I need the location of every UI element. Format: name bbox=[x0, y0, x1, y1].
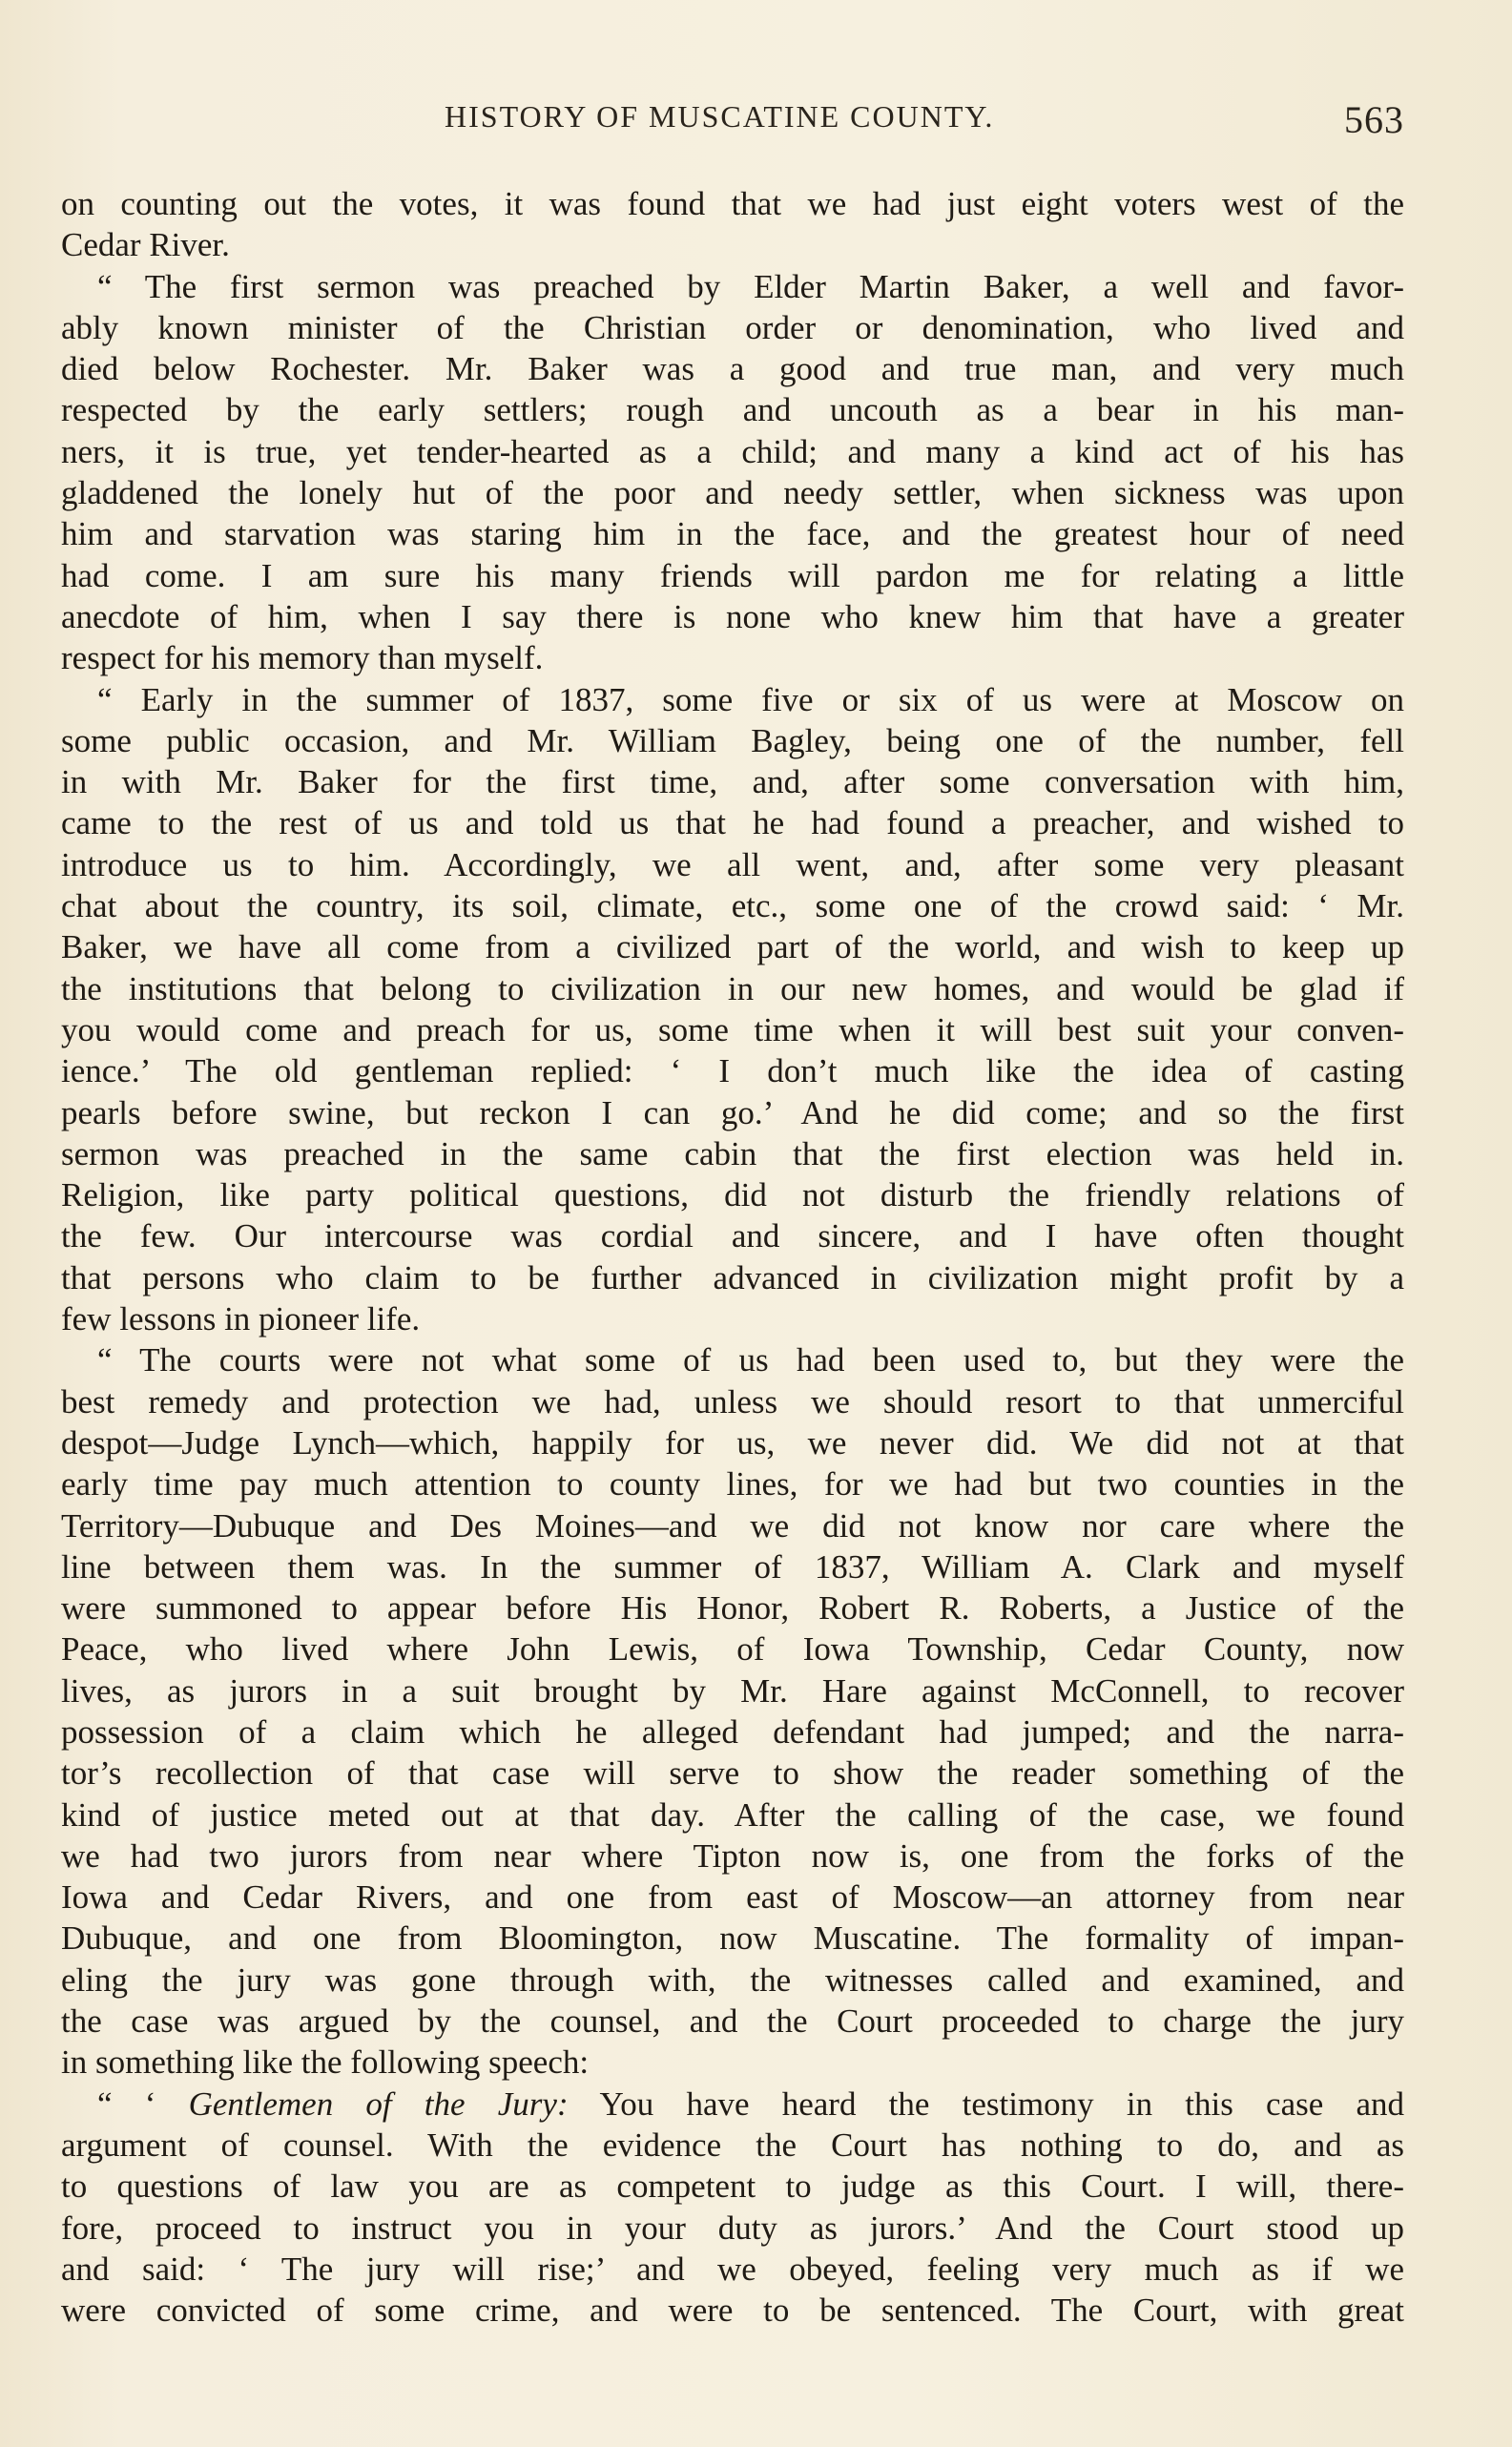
text-line: Religion, like party political questions, did not disturb the friendly relations of bbox=[61, 1176, 1404, 1214]
text-line: argument of counsel. With the evidence the Court has nothing to do, and as bbox=[61, 2126, 1404, 2164]
text-line: “ The first sermon was preached by Elder Martin Baker, a well and favor- bbox=[97, 267, 1404, 305]
text-line: eling the jury was gone through with, the witnesses called and examined, and bbox=[61, 1960, 1404, 1999]
text-line: in something like the following speech: bbox=[61, 2043, 590, 2082]
text-line: ners, it is true, yet tender-hearted as a child; and many a kind act of his has bbox=[61, 432, 1404, 470]
text-line: gladdened the lonely hut of the poor and needy settler, when sickness was upon bbox=[61, 474, 1404, 512]
text-line: the case was argued by the counsel, and the Court proceeded to charge the jury bbox=[61, 2002, 1404, 2041]
text-line bbox=[61, 2084, 1404, 2125]
text-line: on counting out the votes, it was found that we had just eight voters west of the bbox=[61, 185, 1404, 222]
italic-address: Gentlemen of the Jury: bbox=[188, 2084, 569, 2123]
text-line: fore, proceed to instruct you in your duty as jurors.’ And the Court stood up bbox=[61, 2209, 1404, 2247]
text-line: possession of a claim which he alleged defendant had jumped; and the narra- bbox=[61, 1712, 1404, 1751]
text-line: Baker, we have all come from a civilized part of the world, and wish to keep up bbox=[61, 928, 1404, 966]
text-line: Cedar River. bbox=[61, 226, 230, 264]
text-line: the institutions that belong to civilization in our new homes, and would be glad if bbox=[61, 969, 1404, 1007]
text-line: were summoned to appear before His Honor, Robert R. Roberts, a Justice of the bbox=[61, 1589, 1404, 1628]
quote-mark: “ ‘ bbox=[97, 2084, 189, 2123]
text-line: Peace, who lived where John Lewis, of Iowa Township, Cedar County, now bbox=[61, 1630, 1404, 1669]
text-line: best remedy and protection we had, unless we should resort to that unmerciful bbox=[61, 1382, 1404, 1421]
text-line: were convicted of some crime, and were to be sentenced. The Court, with great bbox=[61, 2291, 1404, 2330]
text-line: Dubuque, and one from Bloomington, now Muscatine. The formality of impan- bbox=[61, 1919, 1404, 1958]
text-line: chat about the country, its soil, climate, etc., some one of the crowd said: ‘ Mr. bbox=[61, 887, 1404, 925]
running-head bbox=[63, 99, 1404, 149]
text-line: few lessons in pioneer life. bbox=[61, 1300, 421, 1338]
text-line: early time pay much attention to county lines, for we had but two counties in the bbox=[61, 1465, 1404, 1503]
text-line: pearls before swine, but reckon I can go.’ And he did come; and so the first bbox=[61, 1093, 1404, 1131]
body-text bbox=[61, 183, 1404, 2331]
text-line: sermon was preached in the same cabin that the first election was held in. bbox=[61, 1134, 1404, 1172]
text-line: him and starvation was staring him in the face, and the greatest hour of need bbox=[61, 515, 1404, 553]
text-line: to questions of law you are as competent to judge as this Court. I will, there- bbox=[61, 2167, 1404, 2206]
text-line: that persons who claim to be further advanced in civilization might profit by a bbox=[61, 1258, 1404, 1296]
text-line: we had two jurors from near where Tipton now is, one from the forks of the bbox=[61, 1836, 1404, 1875]
text-line: you would come and preach for us, some time when it will best suit your conven- bbox=[61, 1010, 1404, 1048]
page-number: 563 bbox=[1344, 98, 1404, 141]
text-line: came to the rest of us and told us that he had found a preacher, and wished to bbox=[61, 804, 1404, 842]
text-line: anecdote of him, when I say there is none who knew him that have a greater bbox=[61, 597, 1404, 635]
text-line: “ Early in the summer of 1837, some five or six of us were at Moscow on bbox=[97, 680, 1404, 718]
text-line: despot—Judge Lynch—which, happily for us, we never did. We did not at that bbox=[61, 1423, 1404, 1462]
text-line: kind of justice meted out at that day. After the calling of the case, we found bbox=[61, 1795, 1404, 1834]
text-line: the few. Our intercourse was cordial and sincere, and I have often thought bbox=[61, 1217, 1404, 1255]
line-text: You have heard the testimony in this case and bbox=[568, 2084, 1404, 2123]
text-line: Territory—Dubuque and Des Moines—and we did not know nor care where the bbox=[61, 1506, 1404, 1545]
running-title: HISTORY OF MUSCATINE COUNTY. bbox=[445, 99, 995, 134]
text-line: respect for his memory than myself. bbox=[61, 639, 544, 677]
text-line: lives, as jurors in a suit brought by Mr. Hare against McConnell, to recover bbox=[61, 1671, 1404, 1710]
text-line: in with Mr. Baker for the first time, and, after some conversation with him, bbox=[61, 763, 1404, 801]
text-line: had come. I am sure his many friends will pardon me for relating a little bbox=[61, 556, 1404, 594]
text-line: introduce us to him. Accordingly, we all went, and, after some very pleasant bbox=[61, 845, 1404, 883]
text-line: some public occasion, and Mr. William Bagley, being one of the number, fell bbox=[61, 721, 1404, 759]
text-line: ience.’ The old gentleman replied: ‘ I don’t much like the idea of casting bbox=[61, 1052, 1404, 1090]
text-line: ably known minister of the Christian order or denomination, who lived and bbox=[61, 308, 1404, 346]
text-line: line between them was. In the summer of 1837, William A. Clark and myself bbox=[61, 1547, 1404, 1586]
text-line: and said: ‘ The jury will rise;’ and we obeyed, feeling very much as if we bbox=[61, 2250, 1404, 2288]
text-line: Iowa and Cedar Rivers, and one from east of Moscow—an attorney from near bbox=[61, 1878, 1404, 1917]
text-line: tor’s recollection of that case will serve to show the reader something of the bbox=[61, 1754, 1404, 1793]
text-line: “ The courts were not what some of us had been used to, but they were the bbox=[97, 1341, 1404, 1379]
text-line: respected by the early settlers; rough and uncouth as a bear in his man- bbox=[61, 391, 1404, 429]
text-line: died below Rochester. Mr. Baker was a good and true man, and very much bbox=[61, 350, 1404, 388]
